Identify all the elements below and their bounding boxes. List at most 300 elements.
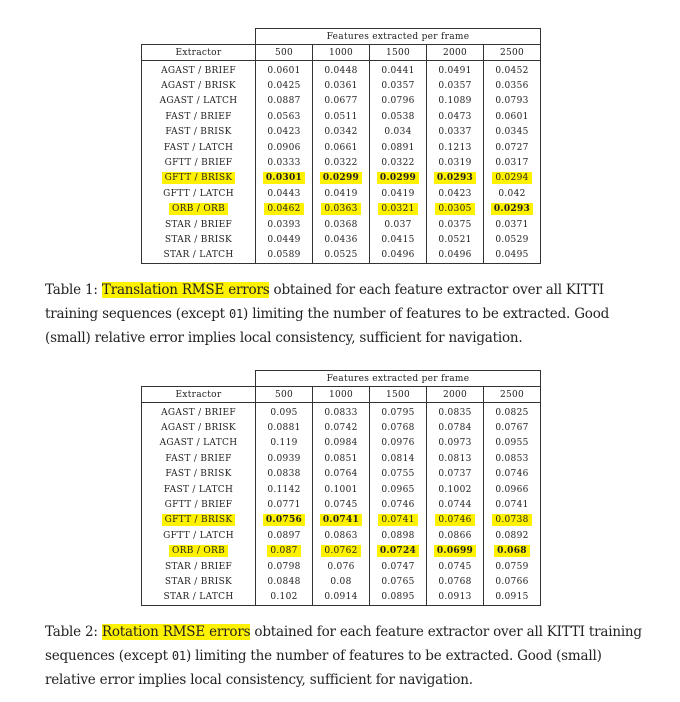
value-cell: [256, 497, 313, 512]
extractor-name: AGAST / BRIEF: [161, 65, 236, 76]
table-1-caption: [45, 278, 645, 351]
value-cell: [313, 513, 370, 528]
rmse-value: 0.0765: [381, 576, 415, 587]
extractor-name: FAST / BRISK: [165, 469, 232, 480]
column-header: 2000: [427, 387, 484, 403]
value-cell: [484, 94, 541, 109]
table-row: [142, 78, 541, 93]
rmse-value: 0.0887: [267, 96, 301, 107]
rmse-value: 0.0784: [438, 423, 472, 434]
rmse-value: 0.0768: [381, 423, 415, 434]
rmse-value: 0.0293: [434, 172, 476, 184]
value-cell: [427, 544, 484, 559]
rmse-value: 0.0419: [324, 188, 358, 199]
extractor-cell: [142, 109, 256, 124]
rmse-value: 0.0766: [495, 576, 529, 587]
value-cell: [256, 202, 313, 217]
rmse-value: 0.0866: [438, 530, 472, 541]
value-cell: [484, 217, 541, 232]
extractor-name: AGAST / LATCH: [159, 438, 238, 449]
value-cell: [313, 155, 370, 170]
column-group-header: Features extracted per frame: [256, 29, 541, 45]
rmse-value: 0.0448: [324, 65, 358, 76]
value-cell: [313, 467, 370, 482]
rmse-value: 0.0755: [381, 469, 415, 480]
table-row: [142, 513, 541, 528]
rmse-value: 0.0767: [495, 423, 529, 434]
value-cell: [256, 94, 313, 109]
value-cell: [427, 78, 484, 93]
value-cell: [370, 467, 427, 482]
rmse-value: 0.1002: [438, 484, 472, 495]
value-cell: [256, 544, 313, 559]
value-cell: [484, 186, 541, 201]
value-cell: [370, 497, 427, 512]
rmse-value: 0.0345: [495, 127, 529, 138]
rmse-value: 0.0363: [321, 203, 360, 215]
extractor-name: GFTT / BRISK: [162, 514, 236, 526]
rmse-value: 0.0814: [381, 453, 415, 464]
table-row: [142, 125, 541, 140]
value-cell: [256, 574, 313, 589]
rmse-value: 0.0441: [381, 65, 415, 76]
column-header: 1000: [313, 45, 370, 61]
extractor-name: FAST / BRIEF: [165, 111, 232, 122]
rmse-value: 0.0452: [495, 65, 529, 76]
value-cell: [256, 467, 313, 482]
rmse-value: 0.087: [267, 545, 300, 557]
rmse-value: 0.0423: [438, 188, 472, 199]
rmse-value: 0.0747: [381, 561, 415, 572]
rmse-value: 0.0746: [495, 469, 529, 480]
table-row: [142, 217, 541, 232]
rmse-value: 0.0415: [381, 234, 415, 245]
rmse-value: 0.0538: [381, 111, 415, 122]
column-header: 1500: [370, 45, 427, 61]
table-row: [142, 451, 541, 466]
value-cell: [313, 94, 370, 109]
value-cell: [484, 109, 541, 124]
value-cell: [256, 140, 313, 155]
value-cell: [256, 171, 313, 186]
empty-corner: [142, 371, 256, 387]
caption-text-end: ) limiting the number of features to be extracted. Good (small) relative error implies local consistency, sufficient for navigation.: [45, 306, 610, 347]
rmse-value: 0.0317: [495, 158, 529, 169]
extractor-cell: [142, 451, 256, 466]
caption-label: Table 2:: [45, 624, 98, 640]
rmse-value: 0.0361: [324, 81, 358, 92]
extractor-name: ORB / ORB: [169, 203, 228, 215]
value-cell: [313, 559, 370, 574]
extractor-name: STAR / BRISK: [164, 234, 233, 245]
value-cell: [484, 482, 541, 497]
rmse-value: 0.0746: [381, 500, 415, 511]
rmse-value: 0.0529: [495, 234, 529, 245]
rmse-value: 0.0813: [438, 453, 472, 464]
value-cell: [313, 420, 370, 435]
extractor-name: AGAST / BRISK: [161, 423, 236, 434]
rmse-value: 0.0443: [267, 188, 301, 199]
extractor-name: GFTT / LATCH: [163, 530, 234, 541]
rmse-value: 0.08: [330, 576, 352, 587]
value-cell: [370, 61, 427, 79]
rmse-value: 0.0321: [378, 203, 417, 215]
value-cell: [370, 420, 427, 435]
value-cell: [427, 217, 484, 232]
value-cell: [313, 497, 370, 512]
value-cell: [370, 513, 427, 528]
rmse-value: 0.0294: [492, 172, 531, 184]
value-cell: [313, 403, 370, 421]
value-cell: [427, 248, 484, 264]
rmse-value: 0.0699: [434, 545, 476, 557]
rmse-value: 0.0798: [267, 561, 301, 572]
value-cell: [484, 232, 541, 247]
caption-code: 01: [228, 307, 244, 322]
extractor-cell: [142, 403, 256, 421]
value-cell: [370, 202, 427, 217]
rmse-value: 0.0851: [324, 453, 358, 464]
value-cell: [484, 420, 541, 435]
table-row: [142, 559, 541, 574]
rmse-value: 0.0756: [263, 514, 305, 526]
rmse-value: 0.0473: [438, 111, 472, 122]
column-header: 500: [256, 45, 313, 61]
header-group-row: [142, 29, 541, 45]
value-cell: [313, 171, 370, 186]
rmse-value: 0.0965: [381, 484, 415, 495]
rmse-value: 0.0449: [267, 234, 301, 245]
value-cell: [484, 140, 541, 155]
rmse-value: 0.0796: [381, 96, 415, 107]
value-cell: [256, 186, 313, 201]
extractor-cell: [142, 559, 256, 574]
caption-code: 01: [171, 649, 186, 664]
extractor-cell: [142, 186, 256, 201]
value-cell: [256, 559, 313, 574]
rmse-value: 0.0496: [438, 250, 472, 261]
value-cell: [256, 420, 313, 435]
value-cell: [370, 155, 427, 170]
rmse-value: 0.042: [498, 188, 526, 199]
header-row: [142, 45, 541, 61]
table-row: [142, 497, 541, 512]
rmse-value: 0.0738: [492, 514, 531, 526]
extractor-name: STAR / LATCH: [163, 592, 234, 603]
extractor-cell: [142, 574, 256, 589]
rmse-value: 0.0436: [324, 234, 358, 245]
rmse-value: 0.037: [384, 219, 412, 230]
rmse-value: 0.0762: [321, 545, 360, 557]
table-row: [142, 590, 541, 606]
value-cell: [370, 590, 427, 606]
value-cell: [313, 186, 370, 201]
extractor-cell: [142, 78, 256, 93]
rmse-value: 0.0914: [324, 592, 358, 603]
value-cell: [370, 186, 427, 201]
column-header: 1000: [313, 387, 370, 403]
rmse-value: 0.0601: [495, 111, 529, 122]
caption-text: obtained for each feature extractor over all KITTI training sequences (except: [45, 624, 642, 665]
rmse-value: 0.1001: [324, 484, 358, 495]
value-cell: [256, 248, 313, 264]
rmse-value: 0.0724: [377, 545, 419, 557]
column-header: 500: [256, 387, 313, 403]
column-header: 2500: [484, 45, 541, 61]
value-cell: [484, 451, 541, 466]
rmse-value: 0.0966: [495, 484, 529, 495]
rmse-value: 0.0491: [438, 65, 472, 76]
value-cell: [370, 125, 427, 140]
rmse-value: 0.0293: [491, 203, 533, 215]
rmse-value: 0.0976: [381, 438, 415, 449]
table-row: [142, 109, 541, 124]
rmse-value: 0.0853: [495, 453, 529, 464]
rmse-value: 0.0368: [324, 219, 358, 230]
table-row: [142, 467, 541, 482]
table-row: [142, 171, 541, 186]
value-cell: [313, 109, 370, 124]
rmse-value: 0.0727: [495, 142, 529, 153]
column-header: 2000: [427, 45, 484, 61]
rmse-value: 0.095: [270, 407, 298, 418]
rmse-value: 0.0299: [377, 172, 419, 184]
value-cell: [427, 420, 484, 435]
rmse-value: 0.0838: [267, 469, 301, 480]
extractor-name: STAR / BRISK: [164, 576, 233, 587]
caption-text-end: ) limiting the number of features to be extracted. Good (small) relative error implies local consistency, sufficient for navigation.: [45, 648, 602, 689]
value-cell: [313, 482, 370, 497]
value-cell: [427, 202, 484, 217]
rmse-value: 0.0795: [381, 407, 415, 418]
value-cell: [313, 248, 370, 264]
rmse-value: 0.0741: [378, 514, 417, 526]
rmse-value: 0.0375: [438, 219, 472, 230]
extractor-name: FAST / LATCH: [163, 142, 234, 153]
value-cell: [256, 125, 313, 140]
extractor-header: Extractor: [142, 387, 256, 403]
caption-text: obtained for each feature extractor over all KITTI training sequences (except: [45, 282, 604, 323]
rmse-value: 0.0848: [267, 576, 301, 587]
rmse-value: 0.0305: [435, 203, 474, 215]
header-group-row: [142, 371, 541, 387]
table-row: [142, 248, 541, 264]
rmse-value: 0.0462: [264, 203, 303, 215]
value-cell: [484, 467, 541, 482]
rmse-value: 0.0741: [320, 514, 362, 526]
extractor-cell: [142, 436, 256, 451]
extractor-name: FAST / BRIEF: [165, 453, 232, 464]
rmse-value: 0.0337: [438, 127, 472, 138]
table-row: [142, 94, 541, 109]
table-row: [142, 436, 541, 451]
rmse-value: 0.1142: [267, 484, 301, 495]
rmse-value: 0.0744: [438, 500, 472, 511]
value-cell: [370, 528, 427, 543]
rmse-value: 0.0881: [267, 423, 301, 434]
rmse-value: 0.0913: [438, 592, 472, 603]
value-cell: [256, 217, 313, 232]
translation-rmse-table: [141, 28, 541, 264]
table-row: [142, 482, 541, 497]
value-cell: [484, 513, 541, 528]
rmse-value: 0.0898: [381, 530, 415, 541]
table-row: [142, 155, 541, 170]
rmse-value: 0.0793: [495, 96, 529, 107]
rmse-value: 0.0425: [267, 81, 301, 92]
value-cell: [427, 497, 484, 512]
value-cell: [256, 451, 313, 466]
rmse-value: 0.0601: [267, 65, 301, 76]
value-cell: [370, 232, 427, 247]
rmse-value: 0.0737: [438, 469, 472, 480]
value-cell: [484, 544, 541, 559]
value-cell: [256, 155, 313, 170]
rmse-value: 0.0563: [267, 111, 301, 122]
extractor-cell: [142, 171, 256, 186]
value-cell: [256, 482, 313, 497]
extractor-name: AGAST / BRISK: [161, 81, 236, 92]
value-cell: [370, 403, 427, 421]
rmse-value: 0.0319: [438, 158, 472, 169]
value-cell: [313, 528, 370, 543]
extractor-name: FAST / BRISK: [165, 127, 232, 138]
table-row: [142, 544, 541, 559]
rmse-value: 0.0371: [495, 219, 529, 230]
table-row: [142, 528, 541, 543]
value-cell: [370, 140, 427, 155]
value-cell: [256, 590, 313, 606]
value-cell: [370, 574, 427, 589]
value-cell: [313, 436, 370, 451]
rmse-value: 0.0393: [267, 219, 301, 230]
value-cell: [313, 590, 370, 606]
rmse-value: 0.1213: [438, 142, 472, 153]
rmse-value: 0.0677: [324, 96, 358, 107]
value-cell: [370, 248, 427, 264]
rmse-value: 0.0825: [495, 407, 529, 418]
value-cell: [427, 232, 484, 247]
value-cell: [484, 574, 541, 589]
table-row: [142, 61, 541, 79]
value-cell: [370, 78, 427, 93]
value-cell: [427, 559, 484, 574]
extractor-cell: [142, 202, 256, 217]
extractor-name: STAR / BRIEF: [164, 561, 233, 572]
value-cell: [256, 61, 313, 79]
extractor-name: ORB / ORB: [169, 545, 228, 557]
table-row: [142, 186, 541, 201]
value-cell: [427, 171, 484, 186]
value-cell: [313, 140, 370, 155]
rmse-value: 0.076: [327, 561, 355, 572]
extractor-cell: [142, 94, 256, 109]
rmse-value: 0.0301: [263, 172, 305, 184]
rmse-value: 0.0895: [381, 592, 415, 603]
caption-highlight: Translation RMSE errors: [101, 282, 270, 298]
value-cell: [313, 451, 370, 466]
rmse-value: 0.0342: [324, 127, 358, 138]
value-cell: [427, 109, 484, 124]
value-cell: [370, 451, 427, 466]
extractor-cell: [142, 248, 256, 264]
value-cell: [256, 436, 313, 451]
value-cell: [484, 202, 541, 217]
extractor-cell: [142, 217, 256, 232]
value-cell: [484, 125, 541, 140]
value-cell: [427, 467, 484, 482]
rmse-value: 0.0955: [495, 438, 529, 449]
rmse-value: 0.0906: [267, 142, 301, 153]
rmse-value: 0.0419: [381, 188, 415, 199]
value-cell: [313, 217, 370, 232]
rmse-value: 0.0496: [381, 250, 415, 261]
column-group-header: Features extracted per frame: [256, 371, 541, 387]
rmse-value: 0.102: [270, 592, 298, 603]
value-cell: [427, 140, 484, 155]
value-cell: [256, 528, 313, 543]
rmse-value: 0.0891: [381, 142, 415, 153]
extractor-name: STAR / BRIEF: [164, 219, 233, 230]
header-row: [142, 387, 541, 403]
extractor-cell: [142, 125, 256, 140]
table-2-caption: [45, 620, 645, 693]
value-cell: [427, 61, 484, 79]
value-cell: [484, 528, 541, 543]
rmse-value: 0.0771: [267, 500, 301, 511]
extractor-cell: [142, 544, 256, 559]
rmse-value: 0.0661: [324, 142, 358, 153]
value-cell: [313, 202, 370, 217]
rmse-value: 0.0357: [438, 81, 472, 92]
value-cell: [484, 497, 541, 512]
value-cell: [256, 109, 313, 124]
extractor-name: GFTT / BRIEF: [164, 500, 233, 511]
value-cell: [370, 94, 427, 109]
extractor-cell: [142, 420, 256, 435]
table-row: [142, 403, 541, 421]
value-cell: [370, 109, 427, 124]
value-cell: [313, 232, 370, 247]
value-cell: [484, 171, 541, 186]
value-cell: [427, 94, 484, 109]
rmse-value: 0.034: [384, 127, 412, 138]
rmse-value: 0.0835: [438, 407, 472, 418]
value-cell: [313, 61, 370, 79]
rmse-value: 0.0863: [324, 530, 358, 541]
rmse-value: 0.0745: [324, 500, 358, 511]
rmse-value: 0.0939: [267, 453, 301, 464]
value-cell: [256, 403, 313, 421]
value-cell: [370, 217, 427, 232]
rmse-value: 0.0333: [267, 158, 301, 169]
rmse-value: 0.0525: [324, 250, 358, 261]
value-cell: [370, 559, 427, 574]
rmse-value: 0.119: [270, 438, 298, 449]
value-cell: [427, 451, 484, 466]
extractor-cell: [142, 61, 256, 79]
extractor-cell: [142, 140, 256, 155]
rmse-value: 0.0764: [324, 469, 358, 480]
rmse-value: 0.0511: [324, 111, 358, 122]
value-cell: [484, 403, 541, 421]
value-cell: [484, 248, 541, 264]
rmse-value: 0.068: [494, 545, 530, 557]
rmse-value: 0.0322: [381, 158, 415, 169]
caption-label: Table 1:: [45, 282, 98, 298]
extractor-name: FAST / LATCH: [163, 484, 234, 495]
rmse-value: 0.0741: [495, 500, 529, 511]
